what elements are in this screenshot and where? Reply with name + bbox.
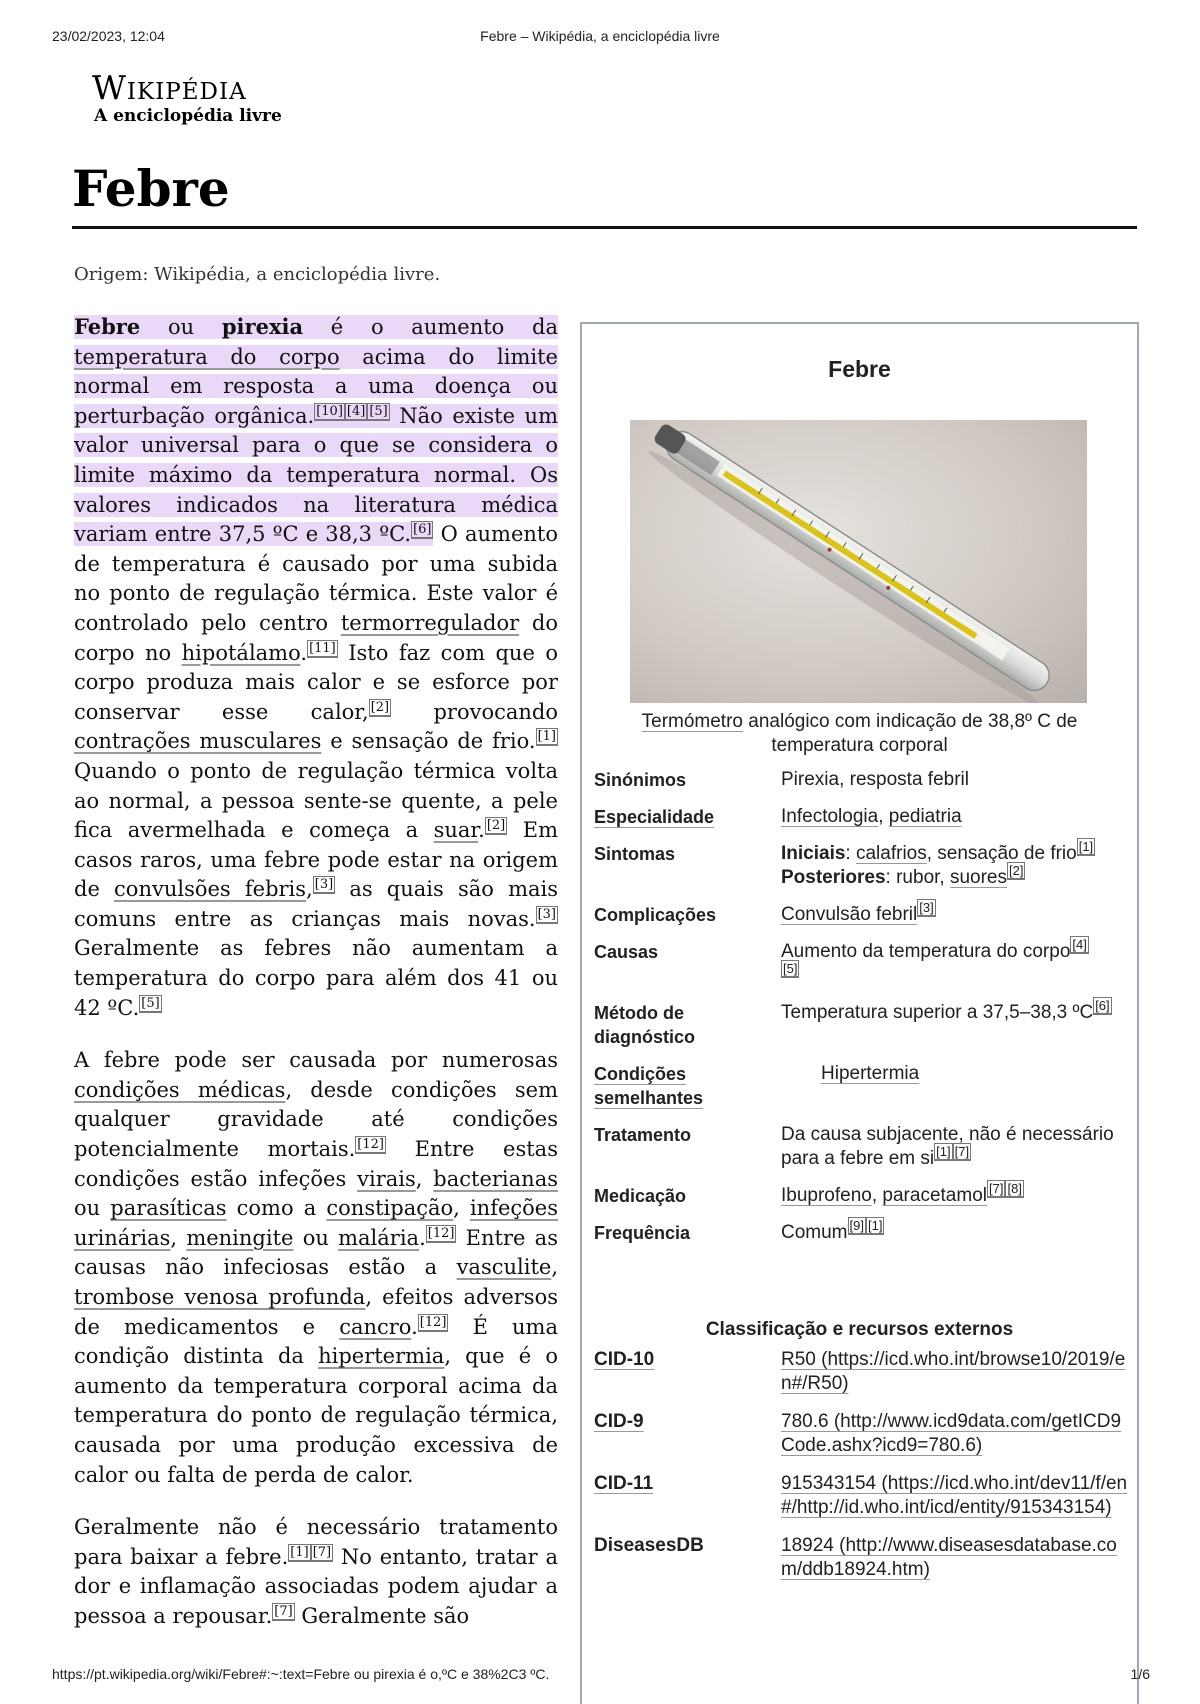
infobox-row-causas bbox=[594, 937, 1129, 988]
ref-link[interactable]: [2] bbox=[1009, 863, 1024, 878]
link-infecoes-urinarias[interactable]: infeções urinárias bbox=[74, 1196, 559, 1250]
ref-link[interactable]: [7] bbox=[988, 1181, 1004, 1196]
ref-link[interactable]: [1] bbox=[537, 729, 556, 745]
row-label: Frequência bbox=[594, 1223, 691, 1243]
link-cancro[interactable]: cancro bbox=[339, 1314, 412, 1339]
text: do corpo no bbox=[74, 610, 559, 665]
infobox-row-complicacoes bbox=[594, 900, 1129, 927]
ref-link[interactable]: [8] bbox=[1007, 1181, 1022, 1196]
link-cid-version[interactable]: -10 bbox=[626, 1349, 655, 1370]
text: provocando bbox=[391, 699, 558, 724]
text: acima do limite normal em resposta a uma doença ou perturbação orgânica. bbox=[74, 344, 558, 428]
print-datetime: 23/02/2023, 12:04 bbox=[52, 28, 165, 44]
row-label: Medicação bbox=[594, 1186, 687, 1206]
text: Da causa subjacente, não é necessário para a febre em si bbox=[781, 1124, 1114, 1169]
ref-link[interactable]: [1] bbox=[936, 1144, 951, 1159]
ref-link[interactable]: [2] bbox=[486, 818, 506, 834]
ref-link[interactable]: [12] bbox=[419, 1314, 447, 1330]
thermometer-image[interactable] bbox=[630, 420, 1087, 703]
text: Temperatura superior a 37,5–38,3 ºC bbox=[781, 1002, 1094, 1023]
link-diseasesdb-value[interactable]: 18924 (http://www.diseasesdatabase.com/ddb18924.htm) bbox=[781, 1535, 1117, 1580]
text: Geralmente não é necessário tratamento para baixar a febre. bbox=[74, 1515, 558, 1569]
link-hipertermia[interactable]: hipertermia bbox=[318, 1344, 445, 1369]
infobox-caption bbox=[602, 710, 1117, 758]
row-value: Pirexia, resposta febril bbox=[781, 769, 969, 790]
infobox-row-frequencia bbox=[594, 1218, 1129, 1245]
logo-wordmark: Wikipédia bbox=[92, 68, 247, 107]
text: . bbox=[478, 818, 485, 843]
ext-row-diseasesdb bbox=[594, 1534, 1129, 1582]
article-body bbox=[74, 312, 558, 1655]
ext-row-cid11 bbox=[594, 1472, 1129, 1520]
row-label: Sintomas bbox=[594, 844, 676, 864]
text: Entre as causas não infeciosas estão a bbox=[74, 1225, 558, 1280]
ref-link[interactable]: [12] bbox=[427, 1225, 455, 1241]
link-ibuprofeno[interactable]: Ibuprofeno bbox=[781, 1185, 872, 1206]
ext-row-cid9 bbox=[594, 1410, 1129, 1458]
link-parasiticas[interactable]: parasíticas bbox=[110, 1196, 227, 1221]
text: Não existe um valor universal para o que se considera o limite máximo da temperatura normal. Os valores indicados na literatura médica variam entre 37,5 ºC e 38,3 ºC. bbox=[74, 403, 558, 547]
link-suores[interactable]: suores bbox=[949, 867, 1007, 888]
ref-link[interactable]: [7] bbox=[312, 1544, 332, 1560]
infobox-row-especialidade bbox=[594, 805, 1129, 829]
text: as quais são mais comuns entre as crianças mais novas. bbox=[74, 877, 558, 931]
ref-link[interactable]: [7] bbox=[954, 1144, 970, 1159]
text: Geralmente são bbox=[294, 1603, 470, 1628]
ref-link[interactable]: [11] bbox=[309, 640, 336, 656]
text: No entanto, tratar a dor e inflamação associadas podem ajudar a pessoa a repousar. bbox=[74, 1544, 558, 1628]
link-constipacao[interactable]: constipação bbox=[326, 1196, 454, 1221]
ref-link[interactable]: [5] bbox=[783, 961, 798, 976]
link-contracoes-musculares[interactable]: contrações musculares bbox=[74, 729, 322, 754]
ext-row-cid10 bbox=[594, 1348, 1129, 1396]
link-cid[interactable]: CID bbox=[594, 1349, 627, 1370]
ref-link[interactable]: [5] bbox=[369, 403, 388, 419]
infobox-row-condicoes bbox=[594, 1062, 1129, 1110]
thermometer-illustration bbox=[630, 420, 1087, 703]
text: , bbox=[306, 877, 313, 902]
text: , bbox=[551, 1255, 558, 1280]
print-doc-title: Febre – Wikipédia, a enciclopédia livre bbox=[480, 28, 720, 44]
link-virais[interactable]: virais bbox=[357, 1166, 416, 1191]
text: . bbox=[300, 640, 308, 665]
ref-link[interactable]: [6] bbox=[1095, 998, 1110, 1013]
ref-link[interactable]: [1] bbox=[867, 1218, 883, 1233]
row-label: Método de diagnóstico bbox=[594, 1003, 696, 1047]
text: Geralmente as febres não aumentam a temperatura do corpo para além dos 41 ou 42 ºC. bbox=[74, 936, 558, 1020]
infobox-section-title: Classificação e recursos externos bbox=[705, 1319, 1014, 1340]
link-bacterianas[interactable]: bacterianas bbox=[433, 1166, 558, 1191]
page-title: Febre bbox=[72, 159, 230, 218]
link-pediatria[interactable]: pediatria bbox=[888, 806, 962, 827]
ref-link[interactable]: [3] bbox=[314, 877, 334, 893]
row-label[interactable]: Especialidade bbox=[594, 807, 715, 827]
text: . bbox=[419, 1225, 426, 1250]
ref-link[interactable]: [4] bbox=[1072, 937, 1087, 952]
text: , bbox=[415, 1166, 434, 1191]
link-calafrios[interactable]: calafrios bbox=[855, 843, 927, 864]
text: como a bbox=[226, 1196, 327, 1221]
ref-link[interactable]: [2] bbox=[370, 699, 390, 715]
text: A febre pode ser causada por numerosas bbox=[74, 1048, 558, 1073]
link-condicoes-medicas[interactable]: condições médicas bbox=[74, 1077, 286, 1102]
highlighted-text bbox=[74, 315, 558, 546]
text: Isto faz com que o corpo produza mais calor e se esforce por conservar esse calor, bbox=[74, 640, 558, 724]
text: Quando o ponto de regulação térmica volta ao normal, a pessoa sente-se quente, a pele fica avermelhada e começa a bbox=[74, 758, 558, 843]
text: , bbox=[453, 1196, 470, 1221]
ref-link[interactable]: [6] bbox=[413, 522, 432, 538]
infobox-row-sintomas bbox=[594, 839, 1129, 890]
text: ou bbox=[74, 1196, 111, 1221]
link-cid11-value[interactable]: 915343154 (https://icd.who.int/dev11/f/en#/http://id.who.int/icd/entity/915343154) bbox=[781, 1473, 1128, 1518]
caption-text: analógico com indicação de 38,8º C de temperatura corporal bbox=[748, 711, 1078, 756]
ref-link[interactable]: [10] bbox=[316, 403, 343, 419]
ref-link[interactable]: [12] bbox=[357, 1137, 384, 1153]
link-vasculite[interactable]: vasculite bbox=[456, 1255, 552, 1280]
link-hipertermia[interactable]: Hipertermia bbox=[821, 1063, 920, 1084]
link-termorregulador[interactable]: termorregulador bbox=[340, 610, 520, 635]
ref-link[interactable]: [7] bbox=[274, 1603, 293, 1619]
text: Em casos raros, uma febre pode estar na origem de bbox=[74, 818, 558, 902]
paragraph-2 bbox=[74, 1046, 558, 1490]
ref-link[interactable]: [3] bbox=[919, 900, 934, 915]
infobox-row-sinonimos bbox=[594, 768, 1129, 792]
link-cid10-value[interactable]: R50 (https://icd.who.int/browse10/2019/en#/R50) bbox=[781, 1349, 1126, 1394]
text: , que é o aumento da temperatura corporal acima da temperatura do ponto de regulação térmica, causada por uma produção excessiva de calor ou falta de perda de calor. bbox=[74, 1344, 558, 1487]
ref-link[interactable]: [5] bbox=[141, 995, 160, 1011]
link-trombose-venosa-profunda[interactable]: trombose venosa profunda bbox=[74, 1285, 366, 1309]
infobox-row-metodo bbox=[594, 998, 1129, 1049]
infobox-title: Febre bbox=[828, 356, 891, 382]
text: . bbox=[411, 1314, 418, 1339]
link-cid[interactable]: CID bbox=[594, 1473, 627, 1494]
title-divider bbox=[72, 226, 1137, 229]
infobox-row-medicacao bbox=[594, 1181, 1129, 1208]
link-hipotalamo[interactable]: hipotálamo bbox=[181, 640, 301, 665]
ref-link[interactable]: [9] bbox=[849, 1218, 864, 1233]
text: , sensação de frio bbox=[926, 843, 1077, 864]
text: : rubor, bbox=[885, 867, 950, 888]
text: e sensação de frio. bbox=[321, 729, 536, 754]
paragraph-3 bbox=[74, 1513, 558, 1631]
link-temperatura-do-corpo[interactable]: temperatura do corpo bbox=[74, 344, 340, 369]
text: Aumento da temperatura do corpo bbox=[781, 941, 1071, 962]
term-pirexia: pirexia bbox=[221, 314, 304, 339]
link-termometro[interactable]: Termómetro bbox=[641, 711, 743, 732]
text: ou bbox=[140, 315, 222, 339]
ref-link[interactable]: [1] bbox=[290, 1544, 309, 1560]
text: É uma condição distinta da bbox=[74, 1314, 558, 1369]
text: : bbox=[845, 843, 856, 864]
ref-link[interactable]: [3] bbox=[537, 906, 556, 922]
link-meningite[interactable]: meningite bbox=[186, 1225, 294, 1250]
text: , bbox=[170, 1225, 187, 1250]
text: Entre estas condições estão infeções bbox=[74, 1137, 558, 1191]
link-cid-version[interactable]: -11 bbox=[626, 1473, 654, 1494]
wikipedia-logo[interactable] bbox=[92, 70, 282, 126]
print-url: https://pt.wikipedia.org/wiki/Febre#:~:text=Febre ou pirexia é o,ºC e 38%2C3 ºC. bbox=[52, 1666, 550, 1682]
origin-line: Origem: Wikipédia, a enciclopédia livre. bbox=[74, 264, 441, 285]
logo-tagline: A enciclopédia livre bbox=[94, 106, 282, 126]
text: , efeitos adversos de medicamentos e bbox=[74, 1285, 558, 1339]
link-suar[interactable]: suar bbox=[433, 818, 479, 843]
row-label: Complicações bbox=[594, 905, 717, 925]
text: Iniciais bbox=[781, 843, 846, 864]
row-label: Causas bbox=[594, 942, 659, 962]
term-febre: Febre bbox=[74, 314, 141, 339]
text: ou bbox=[293, 1225, 339, 1250]
link-convulsoes-febris[interactable]: convulsões febris bbox=[114, 877, 307, 902]
text: Comum bbox=[781, 1222, 848, 1243]
infobox bbox=[580, 322, 1139, 1704]
link-malaria[interactable]: malária bbox=[338, 1225, 420, 1250]
link-infectologia[interactable]: Infectologia bbox=[781, 806, 879, 827]
infobox-row-tratamento bbox=[594, 1123, 1129, 1171]
link-paracetamol[interactable]: paracetamol bbox=[882, 1185, 987, 1206]
text: , bbox=[878, 806, 889, 827]
text: , desde condições sem qualquer gravidade até condições potencialmente mortais. bbox=[74, 1077, 558, 1162]
text: , bbox=[871, 1185, 883, 1206]
link-cid[interactable]: CID bbox=[594, 1411, 627, 1432]
row-label: Sinónimos bbox=[594, 770, 687, 790]
ref-link[interactable]: [4] bbox=[346, 403, 366, 419]
row-label[interactable]: Condições semelhantes bbox=[594, 1064, 704, 1108]
paragraph-1 bbox=[74, 312, 558, 1023]
text: Posteriores bbox=[781, 867, 886, 888]
text: O aumento de temperatura é causado por uma subida no ponto de regulação térmica. Este valor é controlado pelo centro bbox=[74, 522, 558, 635]
link-cid-version[interactable]: -9 bbox=[626, 1411, 644, 1432]
print-page-number: 1/6 bbox=[1130, 1666, 1150, 1682]
infobox-rows bbox=[594, 768, 1129, 1245]
external-resources bbox=[594, 1348, 1129, 1582]
link-convulsao-febril[interactable]: Convulsão febril bbox=[781, 904, 918, 925]
link-cid9-value[interactable]: 780.6 (http://www.icd9data.com/getICD9Code.ashx?icd9=780.6) bbox=[781, 1411, 1122, 1456]
text: é o aumento da bbox=[303, 315, 558, 339]
ref-link[interactable]: [1] bbox=[1078, 839, 1094, 854]
row-label: DiseasesDB bbox=[594, 1535, 704, 1556]
row-label: Tratamento bbox=[594, 1125, 692, 1145]
